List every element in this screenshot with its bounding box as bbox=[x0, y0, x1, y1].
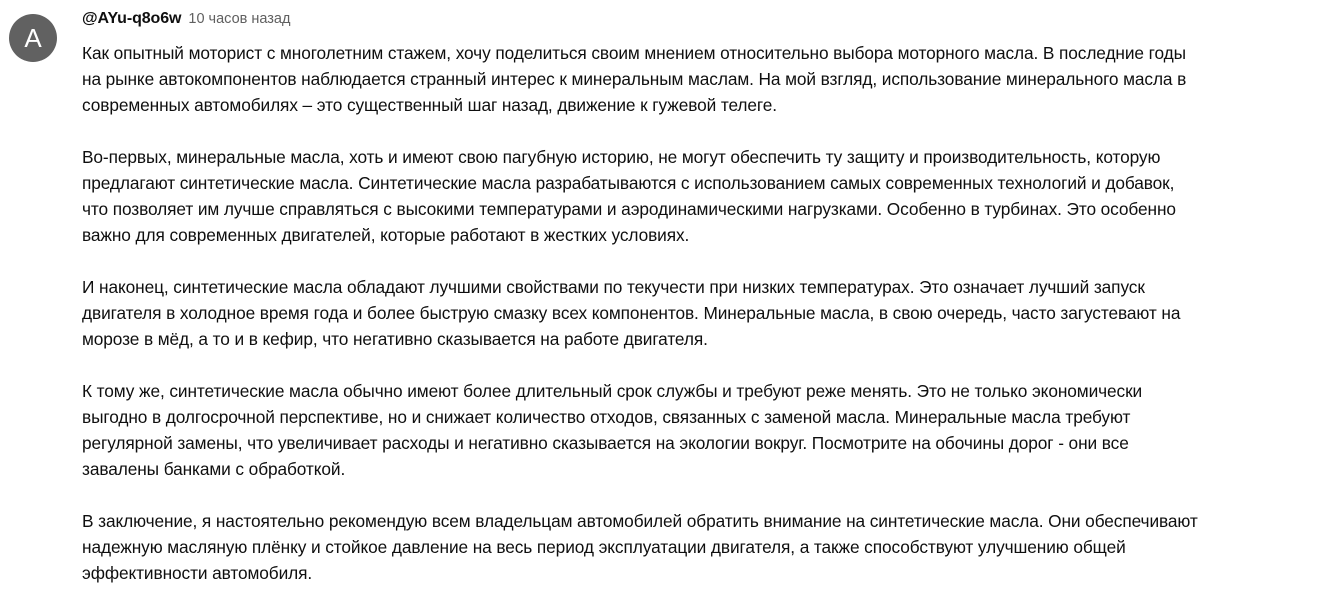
comment-paragraph bbox=[82, 40, 1314, 118]
comment-paragraph bbox=[82, 378, 1314, 482]
comment-line: Во-первых, минеральные масла, хоть и имеют свою пагубную историю, не могут обеспечить ту защиту и производительность, которую bbox=[82, 147, 1161, 167]
comment-line: предлагают синтетические масла. Синтетические масла разрабатываются с использованием самых современных технологий и добавок, bbox=[82, 173, 1175, 193]
comment-line: что позволяет им лучше справляться с высокими температурами и аэродинамическими нагрузками. Особенно в турбинах. Это особенно bbox=[82, 199, 1176, 219]
comment-line: современных автомобилях – это существенный шаг назад, движение к гужевой телеге. bbox=[82, 95, 777, 115]
comment-line: В заключение, я настоятельно рекомендую всем владельцам автомобилей обратить внимание на синтетические масла. Они обеспечивают bbox=[82, 511, 1198, 531]
comment-line: надежную масляную плёнку и стойкое давление на весь период эксплуатации двигателя, а также способствуют улучшению общей bbox=[82, 537, 1126, 557]
comment-paragraph bbox=[82, 274, 1314, 352]
comment-line: И наконец, синтетические масла обладают лучшими свойствами по текучести при низких температурах. Это означает лучший запуск bbox=[82, 277, 1145, 297]
comment-content bbox=[82, 10, 1314, 612]
comment-line: эффективности автомобиля. bbox=[82, 563, 313, 583]
comment-paragraph bbox=[82, 144, 1314, 248]
comment-line: важно для современных двигателей, которые работают в жестких условиях. bbox=[82, 225, 690, 245]
comment-line: выгодно в долгосрочной перспективе, но и снижает количество отходов, связанных с заменой масла. Минеральные масла требуют bbox=[82, 407, 1131, 427]
comment-line: Как опытный моторист с многолетним стажем, хочу поделиться своим мнением относительно выбора моторного масла. В последние годы bbox=[82, 43, 1186, 63]
comment-timestamp[interactable]: 10 часов назад bbox=[188, 11, 291, 27]
comment-text bbox=[82, 40, 1314, 586]
comment-line: завалены банками с обработкой. bbox=[82, 459, 346, 479]
comment-line: морозе в мёд, а то и в кефир, что негативно сказывается на работе двигателя. bbox=[82, 329, 708, 349]
author-name[interactable]: @AYu-q8o6w bbox=[82, 10, 182, 27]
comment-paragraph bbox=[82, 508, 1314, 586]
comment-header bbox=[82, 10, 1314, 32]
avatar[interactable] bbox=[9, 14, 57, 62]
comment-line: регулярной замены, что увеличивает расходы и негативно сказывается на экологии вокруг. Посмотрите на обочины дорог - они все bbox=[82, 433, 1129, 453]
comment-line: на рынке автокомпонентов наблюдается странный интерес к минеральным маслам. На мой взгляд, использование минерального масла в bbox=[82, 69, 1187, 89]
comment-line: К тому же, синтетические масла обычно имеют более длительный срок службы и требуют реже менять. Это не только экономически bbox=[82, 381, 1143, 401]
avatar-letter: A bbox=[24, 23, 42, 53]
comment-line: двигателя в холодное время года и более быструю смазку всех компонентов. Минеральные масла, в свою очередь, часто загустевают на bbox=[82, 303, 1181, 323]
